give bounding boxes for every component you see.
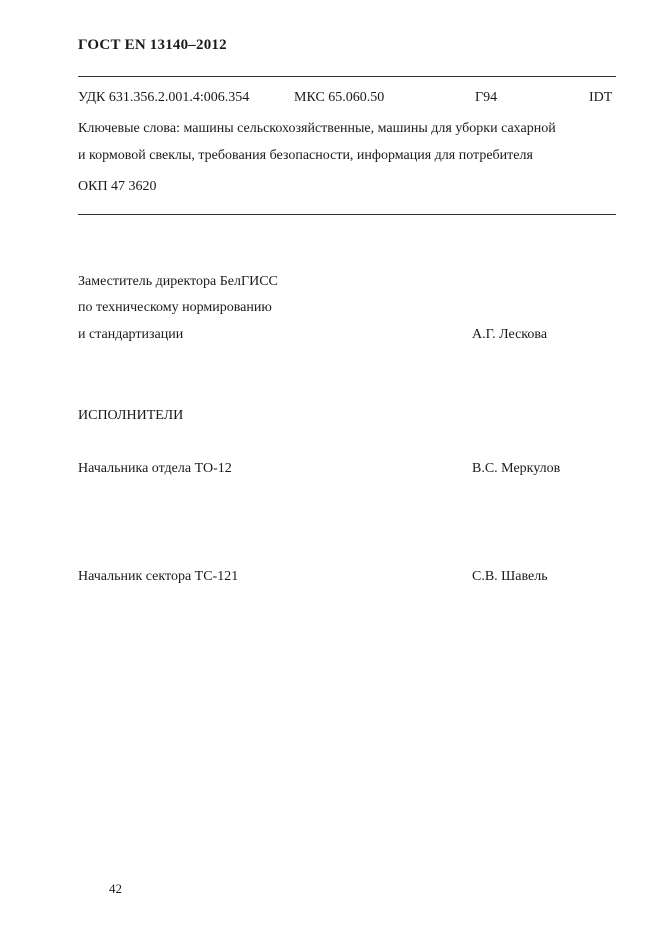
deputy-title-line-1: Заместитель директора БелГИСС bbox=[78, 274, 278, 289]
group-code: Г94 bbox=[475, 90, 498, 105]
performers-heading: ИСПОЛНИТЕЛИ bbox=[78, 408, 184, 423]
udk-code: УДК 631.356.2.001.4:006.354 bbox=[78, 90, 250, 105]
okp-code: ОКП 47 3620 bbox=[78, 179, 157, 194]
deputy-title-line-2: по техническому нормированию bbox=[78, 300, 272, 315]
keywords-line-2: и кормовой свеклы, требования безопасности, информация для потребителя bbox=[78, 148, 533, 163]
performer-role: Начальника отдела ТО-12 bbox=[78, 461, 232, 476]
deputy-signatory: А.Г. Лескова bbox=[472, 327, 548, 342]
performer-role: Начальник сектора ТС-121 bbox=[78, 569, 239, 584]
page-number: 42 bbox=[109, 881, 122, 896]
document-title: ГОСТ EN 13140–2012 bbox=[78, 37, 227, 53]
performer-name: С.В. Шавель bbox=[472, 569, 548, 584]
keywords-line-1: Ключевые слова: машины сельскохозяйственные, машины для уборки сахарной bbox=[78, 121, 556, 136]
degree-code: IDT bbox=[589, 90, 613, 105]
deputy-title-line-3: и стандартизации bbox=[78, 327, 184, 342]
performer-name: В.С. Меркулов bbox=[472, 461, 561, 476]
bottom-divider bbox=[78, 214, 616, 215]
top-divider bbox=[78, 76, 616, 77]
mks-code: МКС 65.060.50 bbox=[294, 90, 385, 105]
